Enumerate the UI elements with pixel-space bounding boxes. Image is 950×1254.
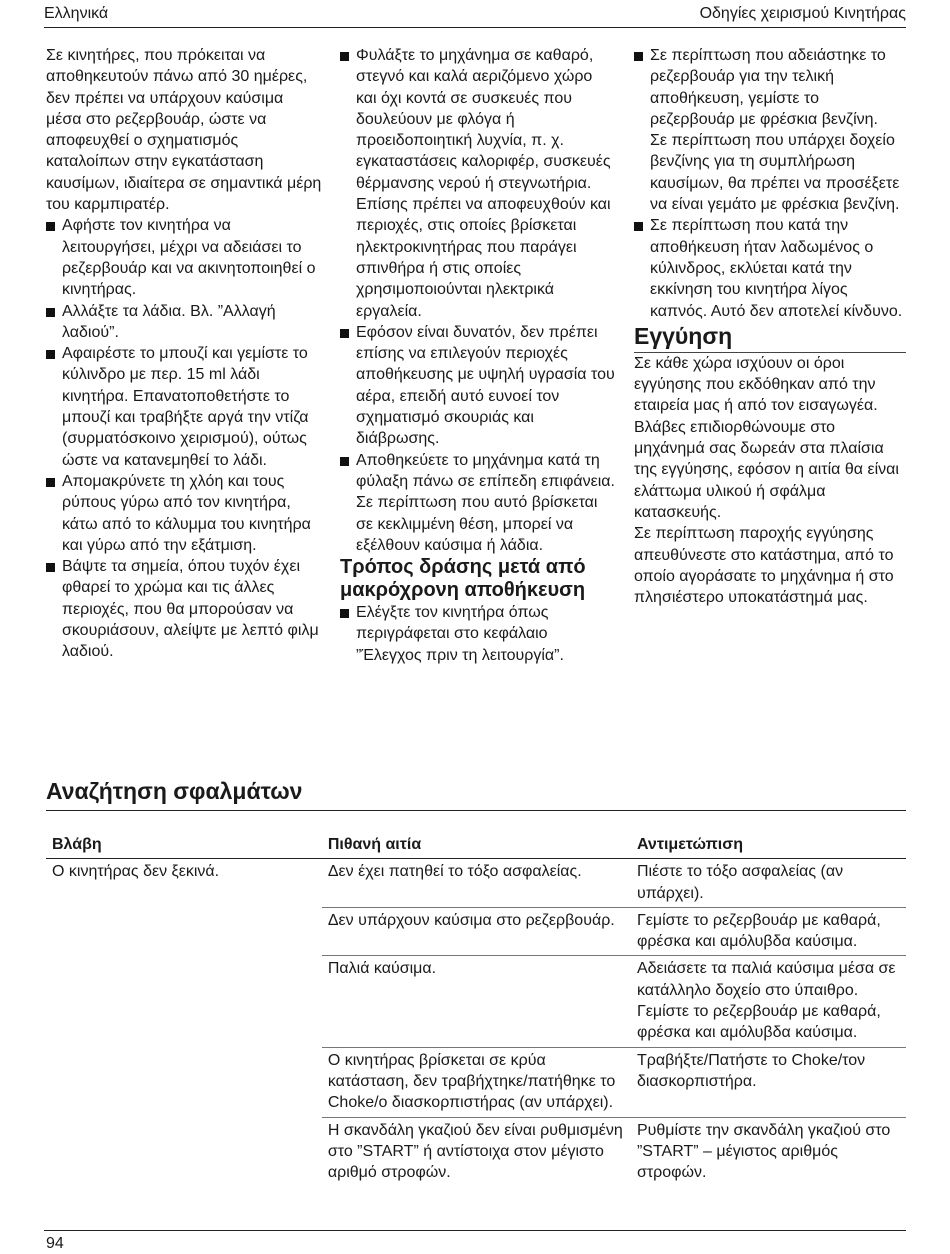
- list-item: Εφόσον είναι δυνατόν, δεν πρέπει επίσης να επιλεγούν περιοχές αποθήκευσης με υψηλή υγρασία του αέρα, επειδή αυτό ευνοεί τον σχηματισμό σκουριάς και διάβρωσης.: [340, 322, 616, 450]
- list-item: Αποθηκεύετε το μηχάνημα κατά τη φύλαξη πάνω σε επίπεδη επιφάνεια. Σε περίπτωση που αυτό βρίσκεται σε κεκλιμμένη θέση, μπορεί να εξέλθουν καύσιμα ή λάδια.: [340, 450, 616, 556]
- bullet-square-icon: [46, 563, 55, 572]
- column-3: [634, 45, 906, 608]
- list-item: Σε περίπτωση που κατά την αποθήκευση ήταν λαδωμένος ο κύλινδρος, εκλύεται κατά την εκκίνηση του κινητήρα λίγος καπνός. Αυτό δεν αποτελεί κίνδυνο.: [634, 215, 906, 321]
- cause-cell: Δεν υπάρχουν καύσιμα στο ρεζερβουάρ.: [322, 907, 631, 956]
- remedy-line: Γεμίστε το ρεζερβουάρ με καθαρά, φρέσκα και αμόλυβδα καύσιμα.: [636, 1003, 881, 1042]
- footer-rule: [44, 1230, 906, 1231]
- header-title: Οδηγίες χειρισμού Κινητήρας: [699, 5, 906, 22]
- cause-cell: Δεν έχει πατηθεί το τόξο ασφαλείας.: [322, 859, 631, 908]
- list-item-continuation: Επίσης πρέπει να αποφευχθούν και περιοχές, στις οποίες βρίσκεται ηλεκτροκινητήρας που παράγει σπινθήρα ή στις οποίες χρησιμοποιούνται ηλεκτρικά εργαλεία.: [356, 196, 611, 320]
- remedy-cell: Πιέστε το τόξο ασφαλείας (αν υπάρχει).: [631, 859, 906, 908]
- troubleshooting-table: [46, 832, 906, 1186]
- list-item: Φυλάξτε το μηχάνημα σε καθαρό, στεγνό και καλά αεριζόμενο χώρο και όχι κοντά σε συσκευές που δουλεύουν με φλόγα ή προειδοποιητική λυχνία, π. χ. εγκαταστάσεις καλοριφέρ, συσκευές θέρμανσης νερού ή στεγνωτήρια.: [340, 45, 616, 194]
- bullet-square-icon: [46, 308, 55, 317]
- cause-cell: Ο κινητήρας βρίσκεται σε κρύα κατάσταση, δεν τραβήχτηκε/πατήθηκε το Choke/ο διασκορπιστήρας (αν υπάρχει).: [322, 1047, 631, 1117]
- column-header-remedy: Αντιμετώπιση: [631, 832, 906, 859]
- bullet-square-icon: [340, 52, 349, 61]
- list-item: Ελέγξτε τον κινητήρα όπως περιγράφεται στο κεφάλαιο ”Έλεγχος πριν τη λειτουργία”.: [340, 602, 616, 666]
- cause-cell: Παλιά καύσιμα.: [322, 956, 631, 1047]
- table-row: [46, 859, 906, 908]
- column-header-cause: Πιθανή αιτία: [322, 832, 631, 859]
- list-item: Σε περίπτωση που αδειάστηκε το ρεζερβουάρ για την τελική αποθήκευση, γεμίστε το ρεζερβουάρ με φρέσκια βενζίνη.: [634, 45, 906, 130]
- column-1: [46, 45, 322, 663]
- bullet-square-icon: [340, 609, 349, 618]
- storage-intro: Σε κινητήρες, που πρόκειται να αποθηκευτούν πάνω από 30 ημέρες, δεν πρέπει να υπάρχουν καύσιμα μέσα στο ρεζερβουάρ, ώστε να αποφευχθεί ο σχηματισμός καταλοίπων στην εγκατάσταση καυσίμων, ιδιαίτερα σε σημαντικά μέρη του καρμπιρατέρ.: [46, 47, 322, 214]
- list-item-continuation: Σε περίπτωση που υπάρχει δοχείο βενζίνης για τη συμπλήρωση καυσίμων, θα πρέπει να προσέξετε να είναι γεμάτο με φρέσκια βενζίνη.: [650, 132, 900, 214]
- header-language: Ελληνικά: [44, 5, 109, 22]
- section-heading-after-storage: Τρόπος δράσης μετά από μακρόχρονη αποθήκευση: [340, 556, 586, 602]
- table-header-row: [46, 832, 906, 859]
- remedy-cell: [631, 956, 906, 1047]
- bullet-square-icon: [46, 478, 55, 487]
- warranty-heading: Εγγύηση: [634, 322, 906, 353]
- cause-cell: Η σκανδάλη γκαζιού δεν είναι ρυθμισμένη στο ”START” ή αντίστοιχα στον μέγιστο αριθμό στροφών.: [327, 1121, 623, 1182]
- list-item: Βάψτε τα σημεία, όπου τυχόν έχει φθαρεί το χρώμα και τις άλλες περιοχές, που θα μπορούσαν να σκουριάσουν, αλείψτε με λεπτό φιλμ λαδιού.: [46, 556, 322, 662]
- remedy-cell: Ρυθμίστε την σκανδάλη γκαζιού στο ”START” – μέγιστος αριθμός στροφών.: [636, 1121, 891, 1182]
- list-item: Αλλάξτε τα λάδια. Βλ. ”Αλλαγή λαδιού”.: [46, 301, 322, 344]
- list-item: Απομακρύνετε τη χλόη και τους ρύπους γύρω από τον κινητήρα, κάτω από το κάλυμμα του κινητήρα και γύρω από την εξάτμιση.: [46, 471, 322, 556]
- page-header: [44, 3, 906, 28]
- remedy-cell: Τραβήξτε/Πατήστε το Choke/τον διασκορπιστήρα.: [631, 1047, 906, 1117]
- remedy-line: Αδειάσετε τα παλιά καύσιμα μέσα σε κατάλληλο δοχείο στο ύπαιθρο.: [636, 960, 896, 999]
- bullet-square-icon: [340, 329, 349, 338]
- remedy-cell: Γεμίστε το ρεζερβουάρ με καθαρά, φρέσκα και αμόλυβδα καύσιμα.: [631, 907, 906, 956]
- list-item: Αφήστε τον κινητήρα να λειτουργήσει, μέχρι να αδειάσει το ρεζερβουάρ και να ακινητοποιηθεί ο κινητήρας.: [46, 215, 322, 300]
- bullet-square-icon: [634, 52, 643, 61]
- bullet-square-icon: [46, 350, 55, 359]
- column-2: [340, 45, 616, 666]
- bullet-square-icon: [634, 222, 643, 231]
- list-item: Αφαιρέστε το μπουζί και γεμίστε το κύλινδρο με περ. 15 ml λάδι κινητήρα. Επανατοποθετήστε το μπουζί και τραβήξτε αργά την ντίζα (συρματόσκοινο χειρισμού), ούτως ώστε να κατανεμηθεί το λάδι.: [46, 343, 322, 471]
- fault-cell: Ο κινητήρας δεν ξεκινά.: [52, 863, 220, 881]
- warranty-paragraph: Σε περίπτωση παροχής εγγύησης απευθύνεστε στο κατάστημα, από το οποίο αγοράσατε το μηχάνημα ή στο πλησιέστερο υποκατάστημά μας.: [634, 525, 894, 607]
- bullet-square-icon: [46, 222, 55, 231]
- page-number: 94: [46, 1235, 64, 1252]
- bullet-square-icon: [340, 457, 349, 466]
- troubleshooting-heading: Αναζήτηση σφαλμάτων: [46, 776, 906, 811]
- warranty-paragraph: Σε κάθε χώρα ισχύουν οι όροι εγγύησης που εκδόθηκαν από την εταιρεία μας ή από τον εισαγωγέα. Βλάβες επιδιορθώνουμε στο μηχάνημά σας δωρεάν στα πλαίσια της εγγύησης, εφόσον η αιτία θα είναι ελάττωμα υλικού ή σφάλμα κατασκευής.: [634, 354, 899, 521]
- column-header-fault: Βλάβη: [46, 832, 322, 859]
